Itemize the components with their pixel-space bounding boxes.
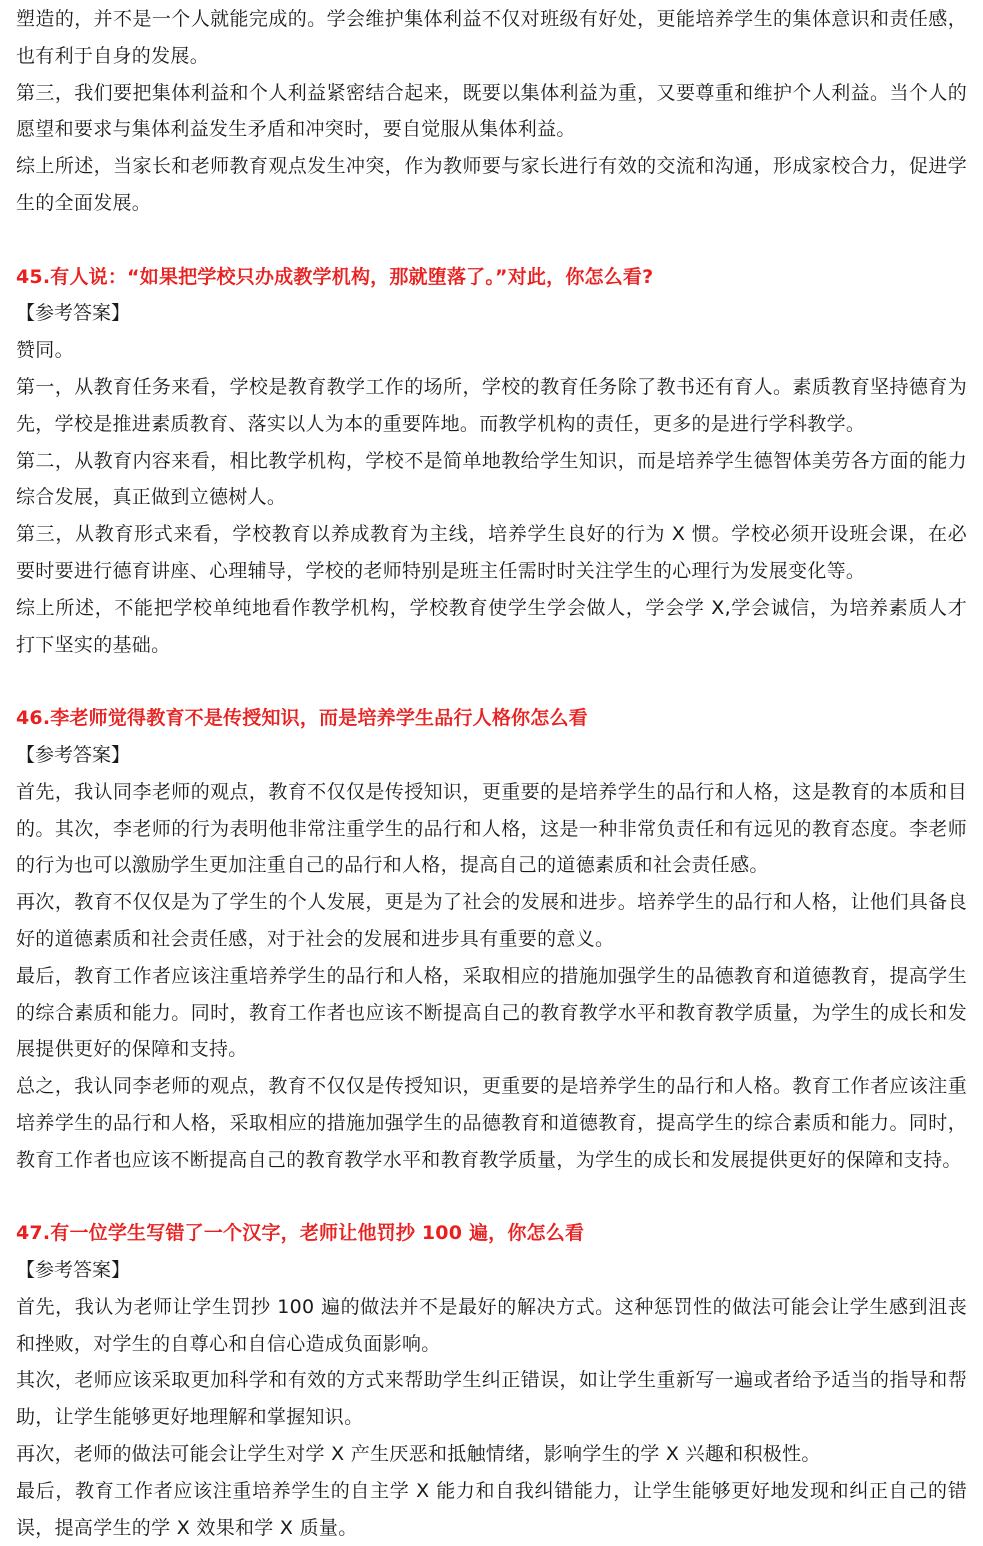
answer-paragraph: 再次，教育不仅仅是为了学生的个人发展，更是为了社会的发展和进步。培养学生的品行和人格，让他们具备良好的道德素质和社会责任感，对于社会的发展和进步具有重要的意义。 (16, 891, 967, 950)
question-47-section (16, 1215, 967, 1546)
answer-paragraph: 第一，从教育任务来看，学校是教育教学工作的场所，学校的教育任务除了教书还有育人。素质教育坚持德育为先，学校是推进素质教育、落实以人为本的重要阵地。而教学机构的责任，更多的是进行学科教学。 (16, 375, 967, 435)
question-46-section (16, 700, 967, 1178)
answer-paragraph: 首先，我认同李老师的观点，教育不仅仅是传授知识，更重要的是培养学生的品行和人格，这是教育的本质和目的。其次，李老师的行为表明他非常注重学生的品行和人格，这是一种非常负责任和有远见的教育态度。李老师的行为也可以激励学生更加注重自己的品行和人格，提高自己的道德素质和社会责任感。 (16, 780, 967, 877)
answer-paragraph: 其次，老师应该采取更加科学和有效的方式来帮助学生纠正错误，如让学生重新写一遍或者给予适当的指导和帮助，让学生能够更好地理解和掌握知识。 (16, 1369, 967, 1429)
intro-paragraph: 第三，我们要把集体利益和个人利益紧密结合起来，既要以集体利益为重，又要尊重和维护个人利益。当个人的愿望和要求与集体利益发生矛盾和冲突时，要自觉服从集体利益。 (16, 81, 967, 141)
answer-paragraph: 第三，从教育形式来看，学校教育以养成教育为主线，培养学生良好的行为 X 惯。学校必须开设班会课，在必要时要进行德育讲座、心理辅导，学校的老师特别是班主任需时时关注学生的心理行为发展变化等。 (16, 523, 967, 582)
answer-paragraph: 综上所述，不能把学校单纯地看作教学机构，学校教育使学生学会做人，学会学 X,学会诚信，为培养素质人才打下坚实的基础。 (16, 596, 967, 656)
reference-answer-label: 【参考答案】 (16, 743, 131, 766)
reference-answer-label: 【参考答案】 (16, 302, 131, 325)
answer-paragraph: 第二，从教育内容来看，相比教学机构，学校不是简单地教给学生知识，而是培养学生德智体美劳各方面的能力综合发展，真正做到立德树人。 (16, 449, 967, 509)
question-46-heading: 46.李老师觉得教育不是传授知识，而是培养学生品行人格你怎么看 (16, 707, 588, 730)
answer-paragraph: 首先，我认为老师让学生罚抄 100 遍的做法并不是最好的解决方式。这种惩罚性的做法可能会让学生感到沮丧和挫败，对学生的自尊心和自信心造成负面影响。 (16, 1295, 967, 1355)
answer-paragraph: 再次，老师的做法可能会让学生对学 X 产生厌恶和抵触情绪，影响学生的学 X 兴趣和积极性。 (16, 1443, 821, 1466)
answer-paragraph: 最后，教育工作者应该注重培养学生的自主学 X 能力和自我纠错能力，让学生能够更好地发现和纠正自己的错误，提高学生的学 X 效果和学 X 质量。 (16, 1479, 967, 1539)
answer-paragraph: 赞同。 (16, 339, 74, 362)
question-47-heading: 47.有一位学生写错了一个汉字，老师让他罚抄 100 遍，你怎么看 (16, 1222, 585, 1245)
reference-answer-label: 【参考答案】 (16, 1259, 131, 1282)
section-spacer (16, 663, 967, 700)
intro-paragraph: 塑造的，并不是一个人就能完成的。学会维护集体利益不仅对班级有好处，更能培养学生的集体意识和责任感，也有利于自身的发展。 (16, 8, 967, 67)
question-45-heading: 45.有人说：“如果把学校只办成教学机构，那就堕落了。”对此，你怎么看? (16, 265, 654, 288)
section-spacer (16, 222, 967, 259)
answer-paragraph: 总之，我认同李老师的观点，教育不仅仅是传授知识，更重要的是培养学生的品行和人格。教育工作者应该注重培养学生的品行和人格，采取相应的措施加强学生的品德教育和道德教育，提高学生的综合素质和能力。同时，教育工作者也应该不断提高自己的教育教学水平和教育教学质量，为学生的成长和发展提供更好的保障和支持。 (16, 1075, 967, 1171)
answer-paragraph: 最后，教育工作者应该注重培养学生的品行和人格，采取相应的措施加强学生的品德教育和道德教育，提高学生的综合素质和能力。同时，教育工作者也应该不断提高自己的教育教学水平和教育教学质量，为学生的成长和发展提供更好的保障和支持。 (16, 964, 967, 1061)
section-spacer (16, 1179, 967, 1216)
question-45-section (16, 259, 967, 664)
intro-paragraph: 综上所述，当家长和老师教育观点发生冲突，作为教师要与家长进行有效的交流和沟通，形成家校合力，促进学生的全面发展。 (16, 155, 967, 214)
intro-block (16, 0, 967, 222)
